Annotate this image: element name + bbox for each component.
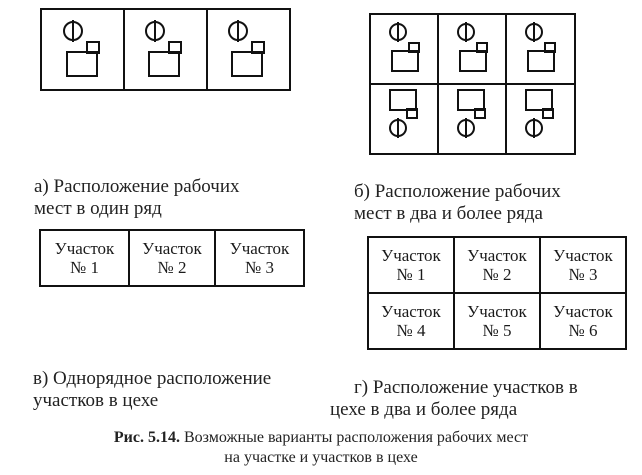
section-label: Участок — [381, 302, 441, 321]
section-label: Участок — [467, 246, 527, 265]
section-number: № 3 — [245, 258, 274, 277]
section-cell — [540, 293, 626, 349]
figure-caption-line-1 — [0, 428, 642, 448]
caption-line: цехе в два и более ряда — [330, 399, 518, 420]
workplace-icon — [390, 90, 417, 138]
workplace-icon — [458, 22, 487, 71]
workplace-icon — [390, 22, 419, 71]
section-label: Участок — [381, 246, 441, 265]
caption-line: участков в цехе — [33, 390, 159, 411]
panel-b-caption — [354, 181, 561, 225]
section-cell — [40, 230, 129, 286]
section-number: № 2 — [157, 258, 187, 277]
section-number: № 4 — [396, 321, 426, 340]
panel-d-section-grid — [367, 236, 627, 350]
workplace-icon — [458, 90, 485, 138]
workplace-icon — [64, 20, 99, 76]
panel-b-workplace-grid — [370, 14, 575, 154]
panel-c-caption — [33, 368, 271, 412]
section-cell — [129, 230, 215, 286]
section-cell — [454, 293, 540, 349]
caption-line: б) Расположение рабочих — [354, 181, 561, 202]
workplace-icon — [229, 20, 264, 76]
panel-d-caption — [330, 377, 578, 421]
caption-line: мест в один ряд — [34, 198, 162, 219]
section-label: Участок — [553, 302, 613, 321]
section-cell — [454, 237, 540, 293]
caption-line: а) Расположение рабочих — [34, 176, 240, 197]
panel-a-workplace-row — [41, 9, 290, 90]
figure-label: Рис. 5.14. — [113, 429, 180, 446]
workplace-icon — [526, 22, 555, 71]
section-number: № 6 — [568, 321, 598, 340]
section-label: Участок — [553, 246, 613, 265]
caption-line: мест в два и более ряда — [354, 203, 543, 224]
section-label: Участок — [54, 239, 115, 258]
section-label: Участок — [142, 239, 202, 258]
section-cell — [540, 237, 626, 293]
section-number: № 3 — [568, 265, 598, 284]
section-number: № 1 — [70, 258, 99, 277]
section-label: Участок — [467, 302, 527, 321]
section-number: № 5 — [482, 321, 512, 340]
section-number: № 1 — [396, 265, 426, 284]
workplace-icon — [146, 20, 181, 76]
section-cell — [215, 230, 304, 286]
panel-c-section-row — [39, 229, 305, 287]
figure-caption-text: Возможные варианты расположения рабочих мест — [183, 429, 529, 446]
figure-caption-line-2: на участке и участков в цехе — [224, 449, 418, 466]
panel-a-caption — [34, 176, 240, 220]
section-cell — [368, 293, 454, 349]
section-number: № 2 — [482, 265, 512, 284]
figure-caption — [0, 428, 642, 468]
caption-line: в) Однорядное расположение — [33, 368, 272, 389]
workplace-icon — [526, 90, 553, 138]
caption-line: г) Расположение участков в — [354, 377, 578, 398]
section-cell — [368, 237, 454, 293]
section-label: Участок — [229, 239, 290, 258]
